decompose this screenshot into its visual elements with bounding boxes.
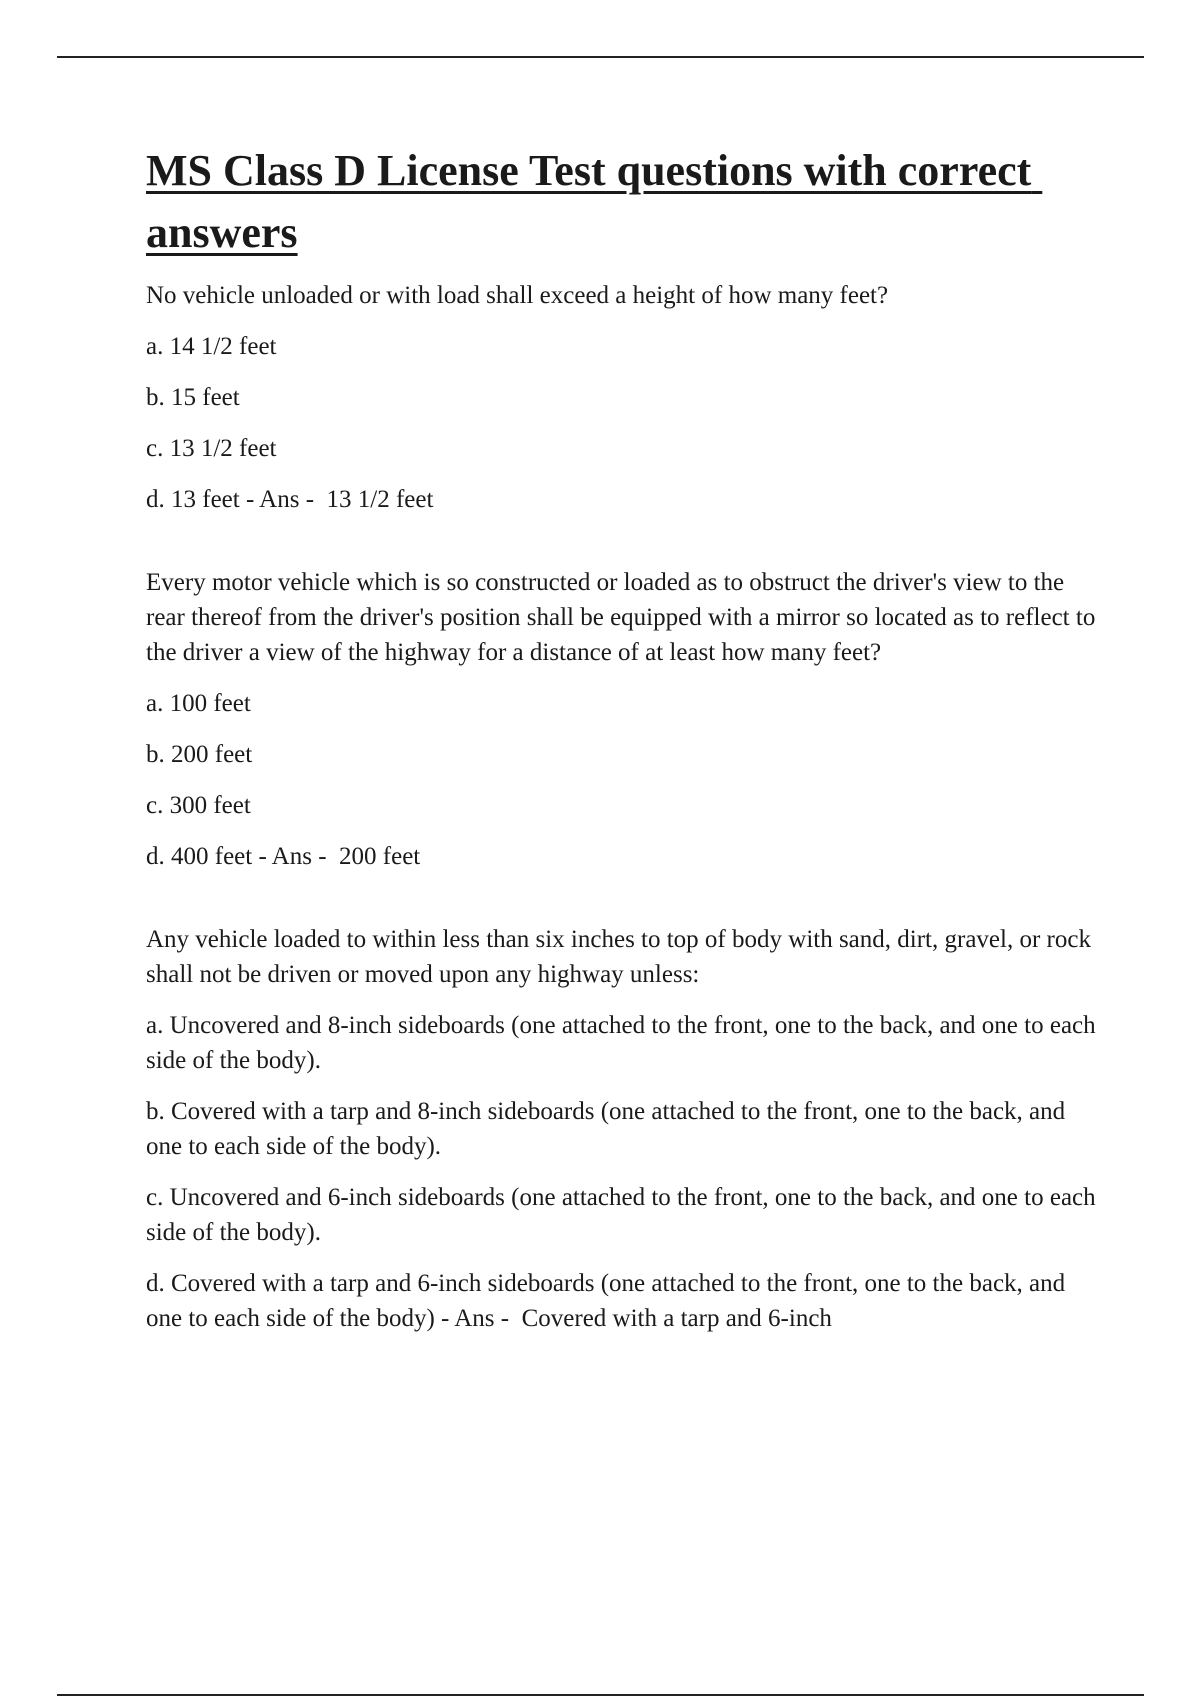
question-1 bbox=[146, 278, 1106, 517]
question-2 bbox=[146, 565, 1106, 874]
question-3 bbox=[146, 922, 1106, 1336]
option-c: c. 13 1/2 feet bbox=[146, 435, 277, 462]
option-a: a. 100 feet bbox=[146, 690, 251, 717]
document-content bbox=[146, 140, 1106, 1352]
question-text: Any vehicle loaded to within less than six inches to top of body with sand, dirt, gravel, or rock shall not be driven or moved upon any highway unless: bbox=[146, 926, 1091, 988]
option-d-with-answer: d. Covered with a tarp and 6-inch sideboards (one attached to the front, one to the back, and one to each side of the body) - Ans - Covered with a tarp and 6-inch bbox=[146, 1270, 1072, 1332]
option-b: b. 200 feet bbox=[146, 741, 253, 768]
option-b: b. 15 feet bbox=[146, 384, 240, 411]
option-d-with-answer: d. 400 feet - Ans - 200 feet bbox=[146, 843, 421, 870]
document-title: MS Class D License Test questions with correct answers bbox=[146, 146, 1043, 257]
question-text: Every motor vehicle which is so constructed or loaded as to obstruct the driver's view to the rear thereof from the driver's position shall be equipped with a mirror so located as to reflect to the driver a view of the highway for a distance of at least how many feet? bbox=[146, 569, 1096, 666]
option-c: c. 300 feet bbox=[146, 792, 251, 819]
option-c: c. Uncovered and 6-inch sideboards (one attached to the front, one to the back, and one to each side of the body). bbox=[146, 1184, 1102, 1246]
question-text: No vehicle unloaded or with load shall exceed a height of how many feet? bbox=[146, 282, 889, 309]
top-rule bbox=[57, 56, 1144, 58]
option-a: a. 14 1/2 feet bbox=[146, 333, 277, 360]
option-d-with-answer: d. 13 feet - Ans - 13 1/2 feet bbox=[146, 486, 434, 513]
bottom-rule bbox=[57, 1694, 1144, 1696]
option-a: a. Uncovered and 8-inch sideboards (one attached to the front, one to the back, and one to each side of the body). bbox=[146, 1012, 1102, 1074]
option-b: b. Covered with a tarp and 8-inch sideboards (one attached to the front, one to the back, and one to each side of the body). bbox=[146, 1098, 1072, 1160]
